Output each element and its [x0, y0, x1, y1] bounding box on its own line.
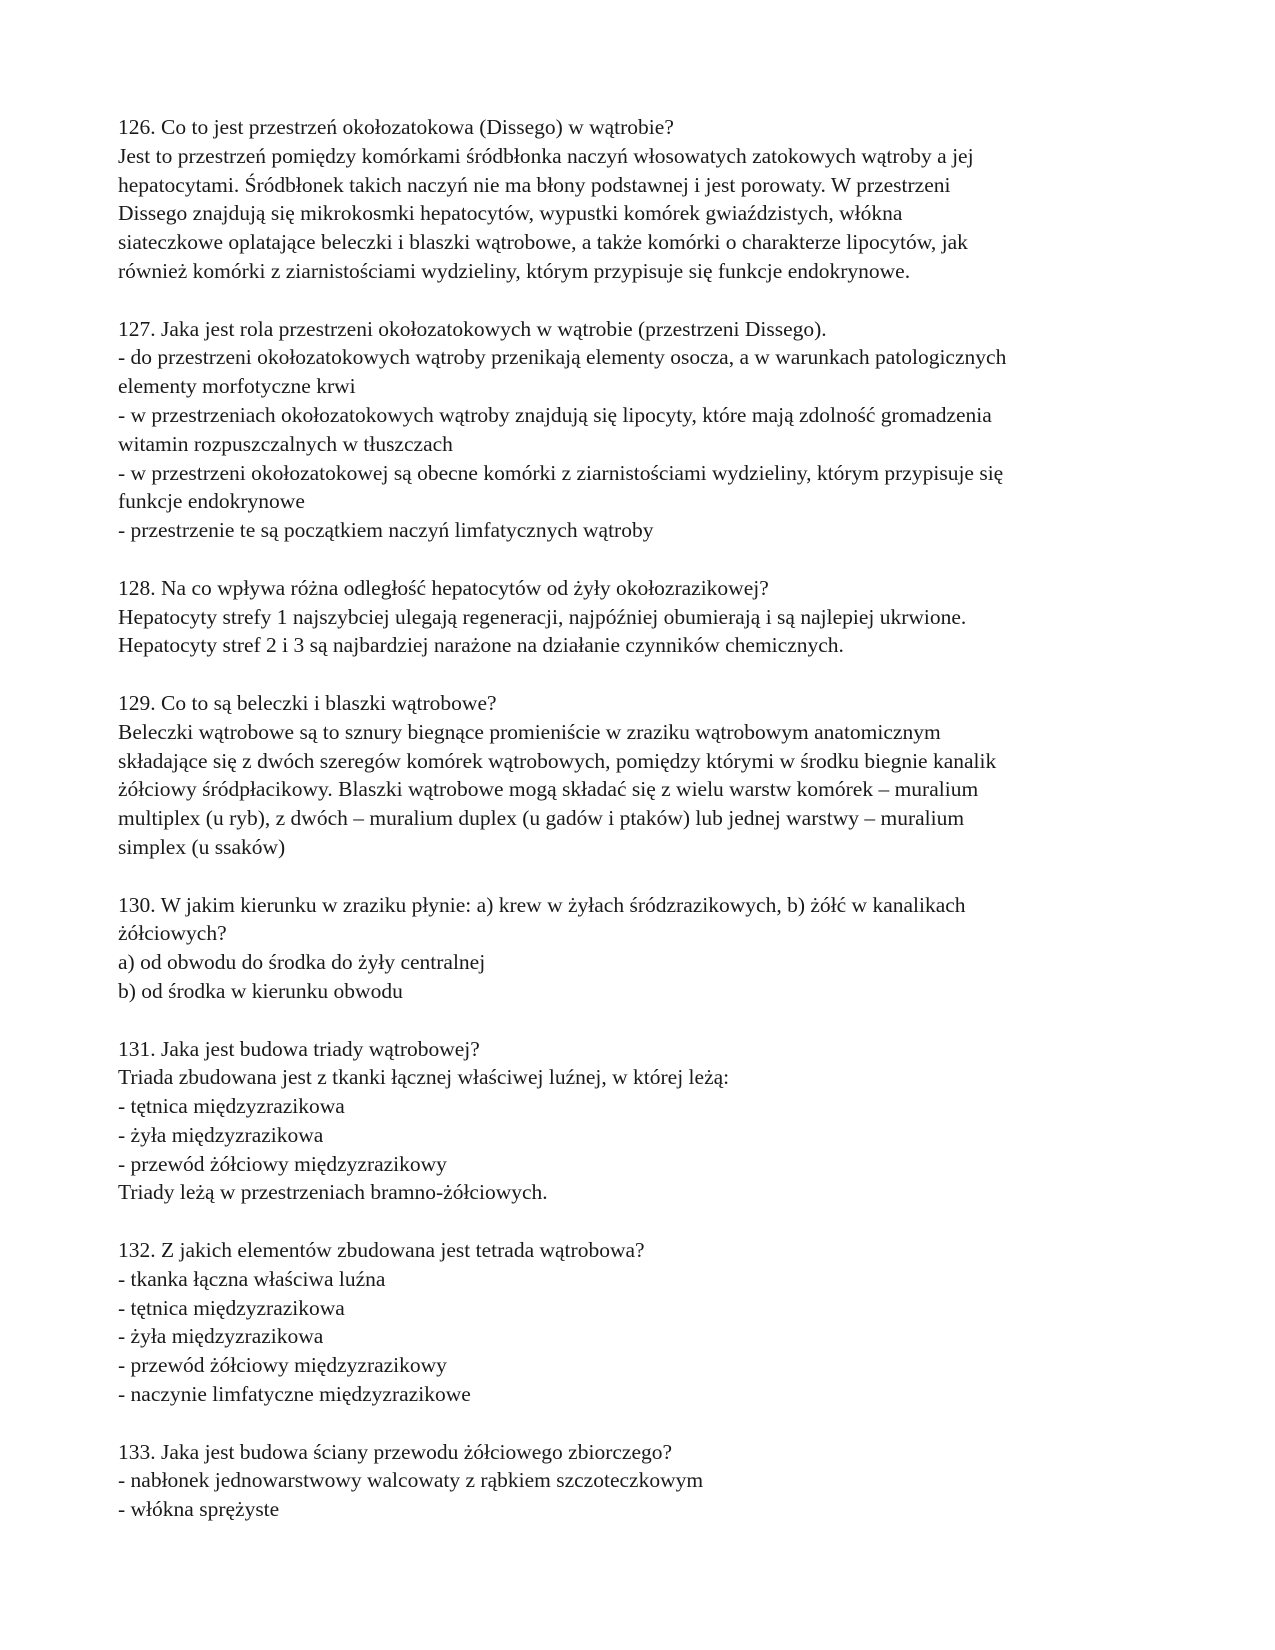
answer-line: - tętnica międzyzrazikowa [118, 1295, 345, 1320]
answer-line: Dissego znajdują się mikrokosmki hepatocytów, wypustki komórek gwiaździstych, włókna [118, 201, 903, 226]
question-131: 131. Jaka jest budowa triady wątrobowej? [118, 1036, 480, 1061]
answer-line: witamin rozpuszczalnych w tłuszczach [118, 431, 453, 456]
answer-line: - włókna sprężyste [118, 1497, 280, 1522]
answer-line: składające się z dwóch szeregów komórek wątrobowych, pomiędzy którymi w środku biegnie kanalik [118, 748, 997, 773]
answer-line: - naczynie limfatyczne międzyzrazikowe [118, 1382, 471, 1407]
answer-line: - w przestrzeniach okołozatokowych wątroby znajdują się lipocyty, które mają zdolność gromadzenia [118, 402, 992, 427]
answer-line: siateczkowe oplatające beleczki i blaszki wątrobowe, a także komórki o charakterze lipocytów, jak [118, 230, 968, 255]
document-page [118, 113, 1163, 1553]
answer-line: a) od obwodu do środka do żyły centralnej [118, 950, 486, 975]
question-132: 132. Z jakich elementów zbudowana jest tetrada wątrobowa? [118, 1238, 645, 1263]
answer-line: również komórki z ziarnistościami wydzieliny, którym przypisuje się funkcje endokrynowe. [118, 258, 911, 283]
qa-section-127 [118, 315, 1163, 545]
answer-line: b) od środka w kierunku obwodu [118, 978, 403, 1003]
answer-line: elementy morfotyczne krwi [118, 374, 356, 399]
answer-line: Hepatocyty stref 2 i 3 są najbardziej narażone na działanie czynników chemicznych. [118, 633, 844, 658]
qa-section-126 [118, 113, 1163, 286]
answer-line: - przewód żółciowy międzyzrazikowy [118, 1151, 447, 1176]
qa-section-132 [118, 1236, 1163, 1409]
qa-section-133 [118, 1438, 1163, 1524]
question-127: 127. Jaka jest rola przestrzeni okołozatokowych w wątrobie (przestrzeni Dissego). [118, 316, 827, 341]
qa-section-128 [118, 574, 1163, 660]
question-130: 130. W jakim kierunku w zraziku płynie: a) krew w żyłach śródzrazikowych, b) żółć w kanalikach [118, 892, 966, 917]
answer-line: - tętnica międzyzrazikowa [118, 1094, 345, 1119]
question-130-continued: żółciowych? [118, 921, 227, 946]
answer-line: - przestrzenie te są początkiem naczyń limfatycznych wątroby [118, 518, 654, 543]
answer-line: - tkanka łączna właściwa luźna [118, 1266, 386, 1291]
answer-line: - nabłonek jednowarstwowy walcowaty z rąbkiem szczoteczkowym [118, 1468, 704, 1493]
answer-line: - żyła międzyzrazikowa [118, 1122, 324, 1147]
answer-line: - żyła międzyzrazikowa [118, 1324, 324, 1349]
answer-line: simplex (u ssaków) [118, 834, 286, 859]
answer-line: Jest to przestrzeń pomiędzy komórkami śródbłonka naczyń włosowatych zatokowych wątroby a jej [118, 143, 974, 168]
answer-line: - do przestrzeni okołozatokowych wątroby przenikają elementy osocza, a w warunkach patologicznych [118, 345, 1007, 370]
question-128: 128. Na co wpływa różna odległość hepatocytów od żyły okołozrazikowej? [118, 575, 769, 600]
answer-line: żółciowy śródpłacikowy. Blaszki wątrobowe mogą składać się z wielu warstw komórek – muralium [118, 777, 979, 802]
answer-line: Triada zbudowana jest z tkanki łącznej właściwej luźnej, w której leżą: [118, 1065, 730, 1090]
answer-line: - w przestrzeni okołozatokowej są obecne komórki z ziarnistościami wydzieliny, którym przypisuje się [118, 460, 1004, 485]
question-126: 126. Co to jest przestrzeń okołozatokowa (Dissego) w wątrobie? [118, 115, 674, 139]
qa-section-130 [118, 891, 1163, 1006]
answer-line: - przewód żółciowy międzyzrazikowy [118, 1353, 447, 1378]
qa-section-129 [118, 689, 1163, 862]
answer-line: hepatocytami. Śródbłonek takich naczyń nie ma błony podstawnej i jest porowaty. W przestrzeni [118, 172, 951, 197]
answer-line: Triady leżą w przestrzeniach bramno-żółciowych. [118, 1180, 548, 1205]
answer-line: multiplex (u ryb), z dwóch – muralium duplex (u gadów i ptaków) lub jednej warstwy – muralium [118, 806, 965, 831]
answer-line: Hepatocyty strefy 1 najszybciej ulegają regeneracji, najpóźniej obumierają i są najlepiej ukrwione. [118, 604, 967, 629]
question-133: 133. Jaka jest budowa ściany przewodu żółciowego zbiorczego? [118, 1439, 673, 1464]
answer-line: Beleczki wątrobowe są to sznury biegnące promieniście w zraziku wątrobowym anatomicznym [118, 719, 941, 744]
qa-section-131 [118, 1035, 1163, 1208]
question-129: 129. Co to są beleczki i blaszki wątrobowe? [118, 690, 497, 715]
answer-line: funkcje endokrynowe [118, 489, 305, 514]
